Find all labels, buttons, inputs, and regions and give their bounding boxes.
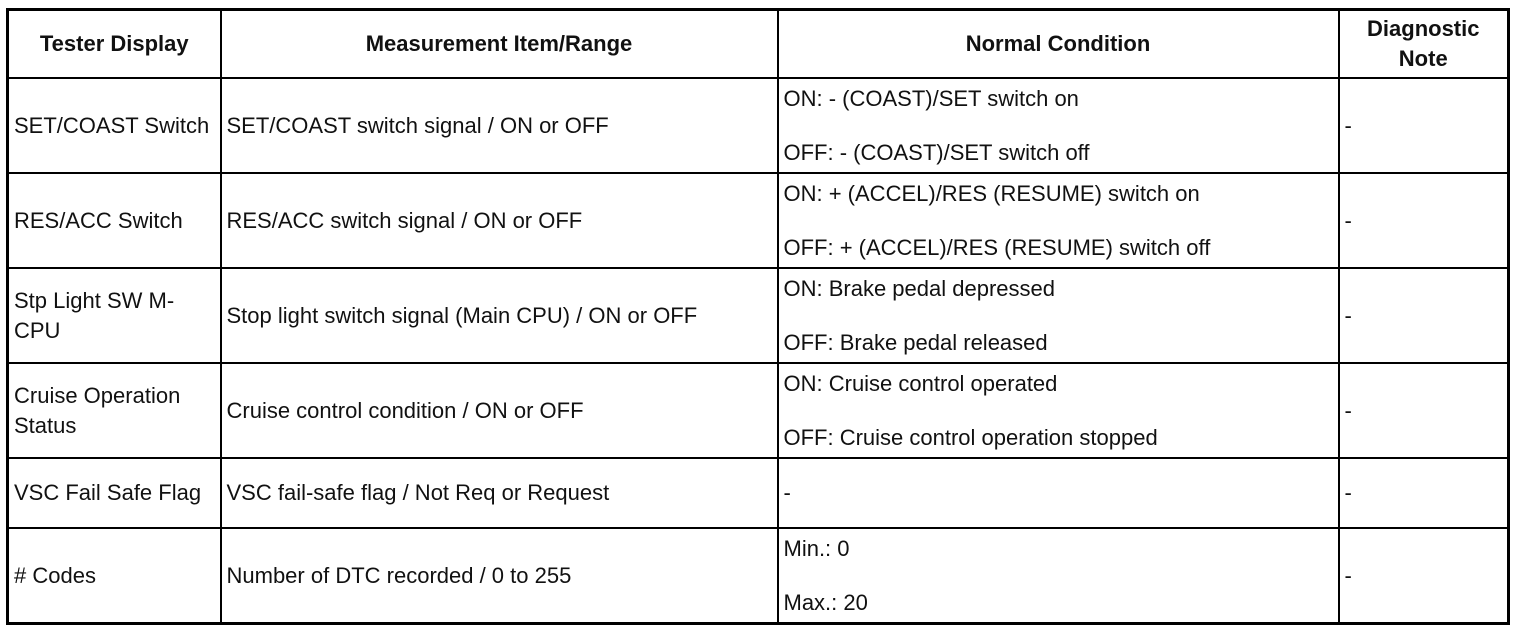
- tester-display-cell: RES/ACC Switch: [8, 173, 221, 268]
- measurement-cell: Stop light switch signal (Main CPU) / ON or OFF: [221, 268, 778, 363]
- table-row: [8, 528, 1509, 624]
- data-list-table-wrapper: [6, 8, 1510, 625]
- condition-on: ON: Brake pedal depressed: [783, 275, 1055, 301]
- condition-off: OFF: - (COAST)/SET switch off: [783, 139, 1090, 165]
- diagnostic-note-cell: -: [1339, 458, 1509, 528]
- tester-display-cell: Stp Light SW M-CPU: [8, 268, 221, 363]
- tester-display-cell: VSC Fail Safe Flag: [8, 458, 221, 528]
- measurement-cell: RES/ACC switch signal / ON or OFF: [221, 173, 778, 268]
- normal-condition-cell: [778, 173, 1339, 268]
- measurement-cell: SET/COAST switch signal / ON or OFF: [221, 78, 778, 173]
- normal-condition-cell: [778, 363, 1339, 458]
- header-measurement-item: Measurement Item/Range: [221, 10, 778, 79]
- measurement-cell: Cruise control condition / ON or OFF: [221, 363, 778, 458]
- normal-condition-cell: [778, 528, 1339, 624]
- diagnostic-note-cell: -: [1339, 173, 1509, 268]
- tester-display-cell: SET/COAST Switch: [8, 78, 221, 173]
- condition-on: ON: - (COAST)/SET switch on: [783, 85, 1079, 111]
- normal-condition-cell: [778, 268, 1339, 363]
- table-row: [8, 173, 1509, 268]
- header-row: [8, 10, 1509, 79]
- condition-off: OFF: Cruise control operation stopped: [783, 424, 1158, 450]
- normal-condition-cell: -: [778, 458, 1339, 528]
- measurement-cell: VSC fail-safe flag / Not Req or Request: [221, 458, 778, 528]
- condition-max: Max.: 20: [783, 589, 868, 615]
- condition-on: ON: + (ACCEL)/RES (RESUME) switch on: [783, 180, 1200, 206]
- diagnostic-note-cell: -: [1339, 268, 1509, 363]
- diagnostic-note-cell: -: [1339, 78, 1509, 173]
- diagnostic-note-cell: -: [1339, 363, 1509, 458]
- table-row: [8, 458, 1509, 528]
- table-row: [8, 78, 1509, 173]
- data-list-table: [6, 8, 1510, 625]
- condition-on: ON: Cruise control operated: [783, 370, 1058, 396]
- condition-off: OFF: + (ACCEL)/RES (RESUME) switch off: [783, 234, 1211, 260]
- tester-display-cell: Cruise Operation Status: [8, 363, 221, 458]
- normal-condition-cell: [778, 78, 1339, 173]
- header-tester-display: Tester Display: [8, 10, 221, 79]
- measurement-cell: Number of DTC recorded / 0 to 255: [221, 528, 778, 624]
- condition-min: Min.: 0: [783, 535, 850, 561]
- condition-off: OFF: Brake pedal released: [783, 329, 1048, 355]
- header-normal-condition: Normal Condition: [778, 10, 1339, 79]
- header-diagnostic-note: Diagnostic Note: [1339, 10, 1509, 79]
- table-row: [8, 363, 1509, 458]
- table-row: [8, 268, 1509, 363]
- tester-display-cell: # Codes: [8, 528, 221, 624]
- diagnostic-note-cell: -: [1339, 528, 1509, 624]
